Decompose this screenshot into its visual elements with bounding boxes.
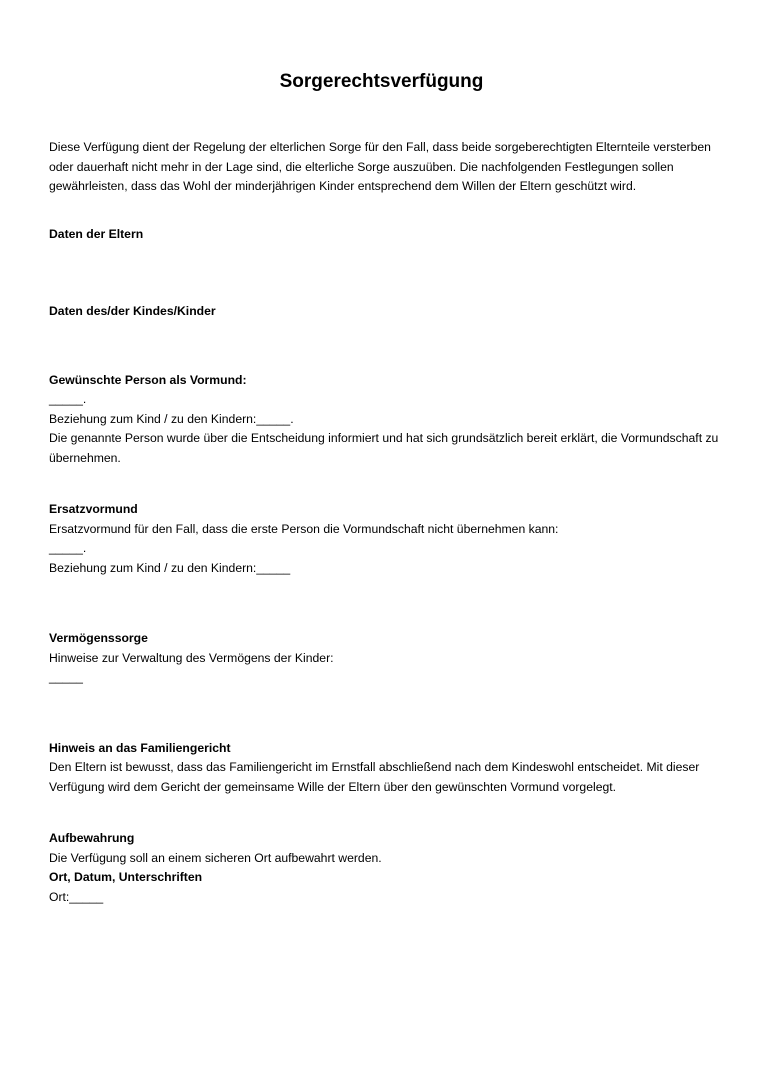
substitute-name-blank: _____. (49, 541, 87, 555)
guardian-heading: Gewünschte Person als Vormund: (49, 372, 247, 387)
storage-heading: Aufbewahrung (49, 831, 135, 845)
guardian-name-blank: _____. (49, 392, 87, 406)
assets-text: Hinweise zur Verwaltung des Vermögens der Kinder: (49, 650, 334, 665)
guardian-note: Die genannte Person wurde über die Entscheidung informiert und hat sich grundsätzlich bereit erklärt, die Vormundschaft zu übernehmen. (49, 431, 719, 465)
storage-text: Die Verfügung soll an einem sicheren Ort aufbewahrt werden. (49, 850, 382, 865)
substitute-heading: Ersatzvormund (49, 502, 138, 516)
guardian-relation: Beziehung zum Kind / zu den Kindern:_____. (49, 411, 294, 426)
substitute-text: Ersatzvormund für den Fall, dass die erste Person die Vormundschaft nicht übernehmen kann: (49, 521, 559, 536)
children-heading: Daten des/der Kindes/Kinder (49, 304, 216, 318)
assets-heading: Vermögenssorge (49, 631, 148, 645)
signatures-heading: Ort, Datum, Unterschriften (49, 870, 203, 884)
intro-paragraph: Diese Verfügung dient der Regelung der elterlichen Sorge für den Fall, dass beide sorgeberechtigten Elternteile versterben oder dauerhaft nicht mehr in der Lage sind, die elterliche Sorge auszuüben. Die nachfolgenden Festlegungen sollen gewährleisten, dass das Wohl der minderjährigen Kinder entsprechend dem Willen der Eltern geschützt wird. (49, 140, 711, 193)
court-heading: Hinweis an das Familiengericht (49, 740, 231, 755)
document-title: Sorgerechtsverfügung (279, 71, 484, 92)
place-field: Ort:_____ (49, 889, 104, 904)
parents-heading: Daten der Eltern (49, 226, 144, 241)
court-text: Den Eltern ist bewusst, dass das Familiengericht im Ernstfall abschließend nach dem Kindeswohl entscheidet. Mit dieser Verfügung wird dem Gericht der gemeinsame Wille der Eltern über den gewünschten Vormund vorgelegt. (49, 760, 700, 794)
document-body (49, 138, 719, 907)
assets-blank: _____ (49, 670, 83, 684)
substitute-relation: Beziehung zum Kind / zu den Kindern:_____ (49, 560, 291, 575)
